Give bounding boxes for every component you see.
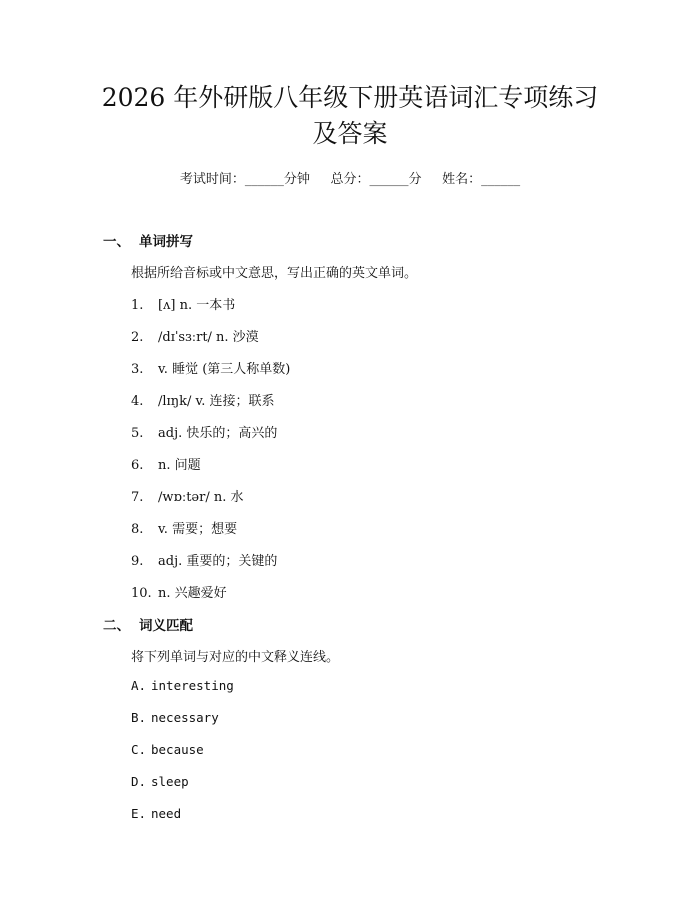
section-1-title: 单词拼写 [139,234,193,250]
option-word: interesting [151,678,234,693]
question-text: [ʌ] n. 一本书 [158,298,236,313]
match-option [131,742,204,757]
option-letter: C. [131,742,147,757]
question-item [131,486,244,505]
document-title [0,80,700,152]
question-item [131,582,227,601]
question-text: v. 需要；想要 [158,522,238,537]
question-text: adj. 快乐的；高兴的 [158,426,278,441]
option-word: because [151,742,204,757]
question-number: 3. [131,362,144,377]
option-letter: E. [131,806,147,821]
question-item [131,422,277,441]
question-item [131,294,235,313]
question-number: 2. [131,330,144,345]
option-letter: A. [131,678,147,693]
question-item [131,550,277,569]
option-word: sleep [151,774,189,789]
question-number: 8. [131,522,144,537]
question-item [131,518,237,537]
section-2-number: 二、 [103,618,130,634]
question-text: v. 睡觉 (第三人称单数) [158,362,291,377]
question-text: /lɪŋk/ v. 连接；联系 [158,394,275,409]
question-number: 9. [131,554,144,569]
title-line-1: 2026 年外研版八年级下册英语词汇专项练习 [101,83,599,112]
question-text: n. 问题 [158,458,201,473]
section-2-instruction: 将下列单词与对应的中文释义连线。 [131,650,340,665]
match-option [131,806,181,821]
question-item [131,326,259,345]
match-option [131,710,219,725]
match-option [131,774,189,789]
match-option [131,678,234,693]
question-text: /wɒːtər/ n. 水 [158,490,244,505]
question-number: 7. [131,490,144,505]
section-2-title: 词义匹配 [139,618,193,634]
exam-meta-line: 考试时间：______分钟 总分：______分 姓名：______ [179,172,521,187]
option-word: need [151,806,182,821]
question-item [131,358,290,377]
question-item [131,390,275,409]
section-1-heading [103,230,193,250]
section-1-instruction: 根据所给音标或中文意思，写出正确的英文单词。 [131,266,418,281]
question-item [131,454,201,473]
option-word: necessary [151,710,219,725]
section-1-number: 一、 [103,234,130,250]
question-number: 4. [131,394,144,409]
question-text: n. 兴趣爱好 [158,586,227,601]
question-text: /dɪˈsɜːrt/ n. 沙漠 [158,330,259,345]
question-number: 5. [131,426,144,441]
option-letter: D. [131,774,147,789]
section-2-heading [103,614,193,634]
option-letter: B. [131,710,147,725]
question-number: 1. [131,298,144,313]
question-text: adj. 重要的；关键的 [158,554,278,569]
question-number: 6. [131,458,144,473]
title-line-2: 及答案 [312,119,388,148]
question-number: 10. [131,586,152,601]
